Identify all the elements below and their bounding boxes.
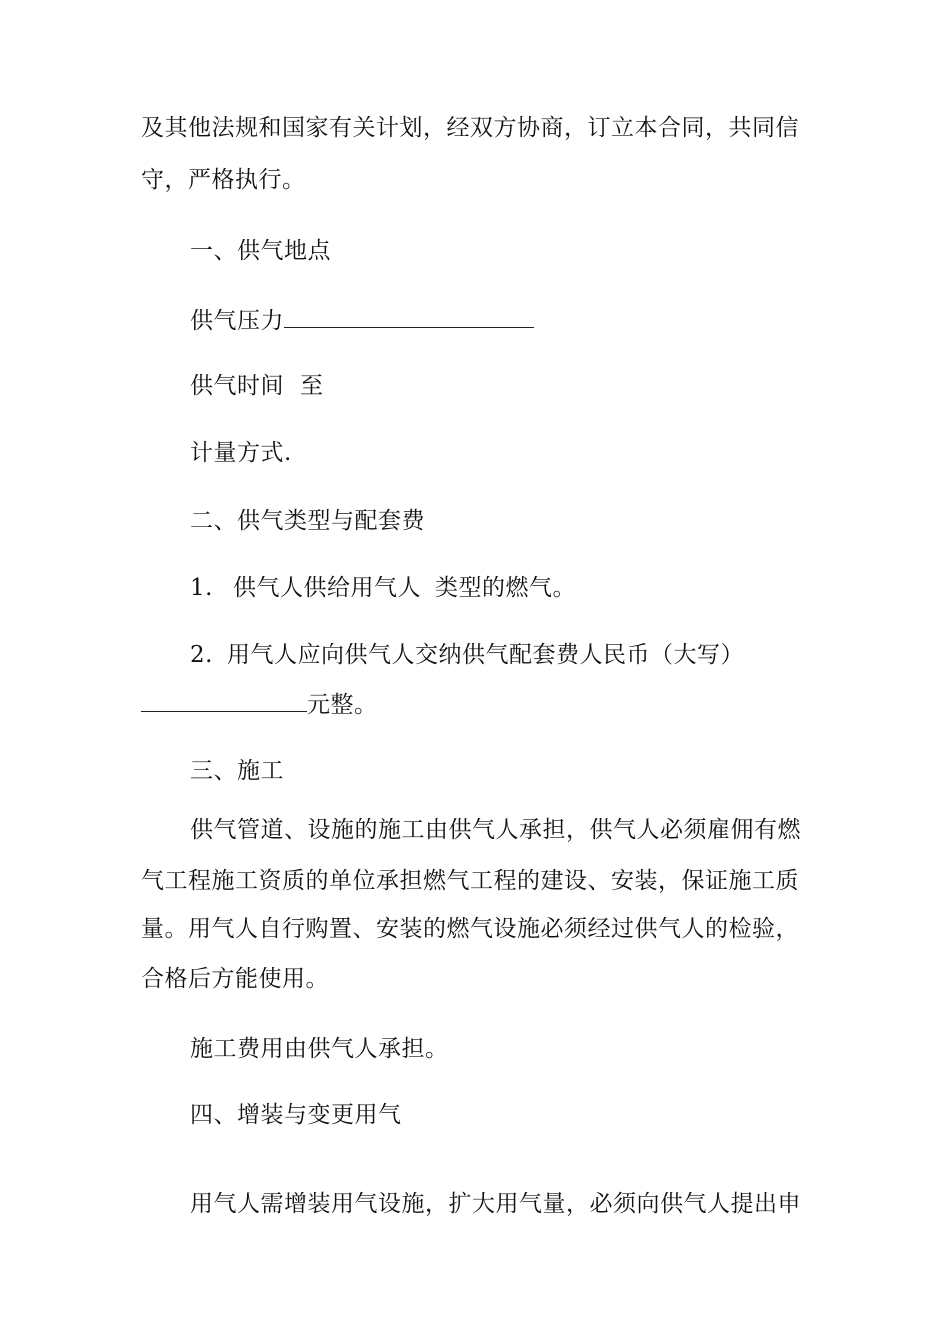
section-3-para-2: 施工费用由供气人承担。 xyxy=(190,1036,449,1062)
section-1-heading: 一、供气地点 xyxy=(190,238,331,264)
intro-line-1: 及其他法规和国家有关计划，经双方协商，订立本合同，共同信 xyxy=(141,115,799,141)
supply-pressure-blank xyxy=(284,305,534,328)
metering-method-label: 计量方式. xyxy=(190,440,292,466)
section-3-heading: 三、施工 xyxy=(190,758,284,784)
section-3-para-1-line-4: 合格后方能使用。 xyxy=(141,966,329,992)
supply-pressure-line xyxy=(190,305,534,336)
section-4-para-1-line-1: 用气人需增装用气设施，扩大用气量，必须向供气人提出申 xyxy=(190,1191,801,1217)
section-2-item-1 xyxy=(190,573,576,603)
supply-time-line xyxy=(190,371,324,401)
supply-time-to: 至 xyxy=(300,373,324,399)
section-4-heading: 四、增装与变更用气 xyxy=(190,1102,402,1128)
item-1-text-a: 供气人供给用气人 xyxy=(232,575,421,601)
intro-line-2: 守，严格执行。 xyxy=(141,167,306,193)
section-3-para-1-line-1: 供气管道、设施的施工由供气人承担，供气人必须雇佣有燃 xyxy=(190,817,801,843)
supply-pressure-label: 供气压力 xyxy=(190,308,284,334)
section-3-para-1-line-3: 量。用气人自行购置、安装的燃气设施必须经过供气人的检验， xyxy=(141,916,799,942)
section-2-item-2 xyxy=(190,640,744,670)
item-1-text-b: 类型的燃气。 xyxy=(434,575,576,601)
section-2-heading: 二、供气类型与配套费 xyxy=(190,508,425,534)
item-2-text: 用气人应向供气人交纳供气配套费人民币（大写） xyxy=(226,642,744,668)
item-2-number: 2. xyxy=(190,642,213,668)
supply-time-label: 供气时间 xyxy=(190,373,284,399)
item-1-number: 1. xyxy=(190,575,213,601)
section-2-item-2-cont xyxy=(141,689,378,720)
fee-amount-blank xyxy=(141,689,307,712)
section-3-para-1-line-2: 气工程施工资质的单位承担燃气工程的建设、安装，保证施工质 xyxy=(141,868,799,894)
item-2-suffix: 元整。 xyxy=(307,692,378,718)
